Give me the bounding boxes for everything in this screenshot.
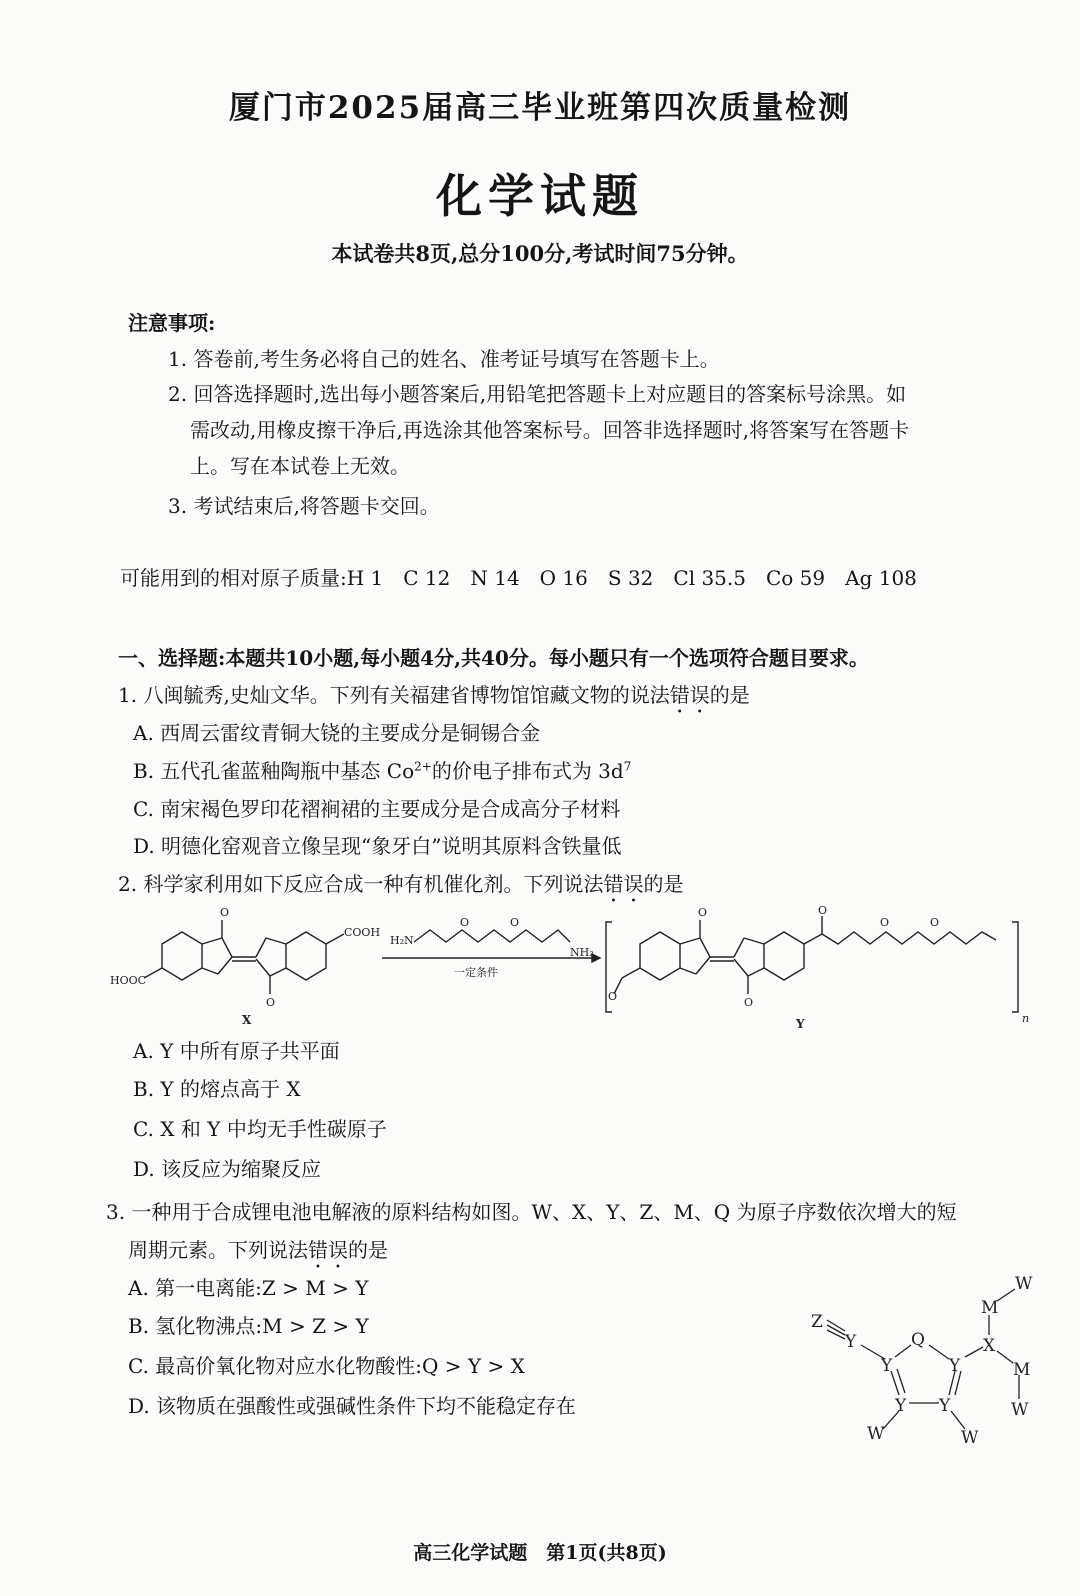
notice-item-2-line-2: 需改动,用橡皮擦干净后,再选涂其他答案标号。回答非选择题时,将答案写在答题卡 xyxy=(190,418,910,442)
question-1-option-a: A. 西周云雷纹青铜大铙的主要成分是铜锡合金 xyxy=(133,721,541,745)
atomic-masses: 可能用到的相对原子质量:H 1 C 12 N 14 O 16 S 32 Cl 35.5 Co 59 Ag 108 xyxy=(120,566,917,590)
question-stem-text: 1. 八闽毓秀,史灿文华。下列有关福建省博物馆馆藏文物的说法 xyxy=(118,683,670,707)
label-y: Y xyxy=(796,1017,805,1031)
atom-label: Y xyxy=(845,1332,857,1352)
atom-label: W xyxy=(1011,1400,1029,1420)
atom-label: W xyxy=(867,1424,885,1444)
atom-label: Z xyxy=(811,1312,823,1332)
question-2-option-a: A. Y 中所有原子共平面 xyxy=(133,1039,340,1063)
atom-label: HOOC xyxy=(110,974,147,987)
question-3-stem-line-1: 3. 一种用于合成锂电池电解液的原料结构如图。W、X、Y、Z、M、Q 为原子序数依次增大的短 xyxy=(106,1200,957,1224)
reaction-scheme-figure xyxy=(100,902,1040,1032)
question-3-option-b: B. 氢化物沸点:M > Z > Y xyxy=(128,1314,369,1338)
section-1-heading: 一、选择题:本题共10小题,每小题4分,共40分。每小题只有一个选项符合题目要求。 xyxy=(118,646,869,670)
question-1-option-d: D. 明德化窑观音立像呈现“象牙白”说明其原料含铁量低 xyxy=(133,834,622,858)
question-1-stem xyxy=(118,679,750,718)
atom-label: O xyxy=(698,906,708,919)
superscript: 7 xyxy=(623,759,632,774)
atom-label: O xyxy=(510,916,520,929)
question-1-option-b xyxy=(133,755,631,784)
reaction-condition: 一定条件 xyxy=(454,966,498,979)
question-stem-text: 的是 xyxy=(348,1238,388,1262)
atom-label: COOH xyxy=(344,926,381,939)
exam-info: 本试卷共8页,总分100分,考试时间75分钟。 xyxy=(331,241,749,266)
atom-label: O xyxy=(460,916,470,929)
question-stem-text: 2. 科学家利用如下反应合成一种有机催化剂。下列说法 xyxy=(118,872,604,896)
atom-label: O xyxy=(220,906,230,919)
superscript: 2+ xyxy=(414,759,432,774)
question-stem-text: 的是 xyxy=(643,872,684,896)
question-3-option-c: C. 最高价氧化物对应水化物酸性:Q > Y > X xyxy=(128,1354,525,1378)
atom-label: O xyxy=(930,916,940,929)
atom-label: Y xyxy=(949,1356,961,1376)
atom-label: Y xyxy=(939,1396,951,1416)
question-stem-text: 的是 xyxy=(709,683,750,707)
atom-label: M xyxy=(981,1298,999,1318)
notice-item-2-line-3: 上。写在本试卷上无效。 xyxy=(190,454,410,478)
q3-structure-figure xyxy=(805,1275,1055,1455)
atom-label: Q xyxy=(911,1330,925,1350)
atom-label: O xyxy=(266,996,276,1009)
emphasis-mark: 错误 xyxy=(603,872,644,896)
question-1-option-c: C. 南宋褐色罗印花褶裥裙的主要成分是合成高分子材料 xyxy=(133,797,621,821)
notice-item-1: 1. 答卷前,考生务必将自己的姓名、准考证号填写在答题卡上。 xyxy=(168,347,720,371)
atom-label: NH₂ xyxy=(570,946,594,959)
question-3-stem-line-2 xyxy=(128,1234,388,1273)
exam-title: 厦门市2025届高三毕业班第四次质量检测 xyxy=(228,90,852,126)
label-x: X xyxy=(242,1013,252,1027)
page-footer: 高三化学试题 第1页(共8页) xyxy=(413,1542,667,1564)
notice-item-2-line-1: 2. 回答选择题时,选出每小题答案后,用铅笔把答题卡上对应题目的答案标号涂黑。如 xyxy=(168,382,907,406)
question-2-option-c: C. X 和 Y 中均无手性碳原子 xyxy=(133,1117,387,1141)
atom-label: H₂N xyxy=(390,934,414,947)
atom-label: W xyxy=(1015,1275,1033,1294)
question-3-option-d: D. 该物质在强酸性或强碱性条件下均不能稳定存在 xyxy=(128,1394,577,1418)
atom-label: Y xyxy=(895,1396,907,1416)
atom-label: Y xyxy=(881,1356,893,1376)
atom-label: W xyxy=(961,1428,979,1448)
option-text: B. 五代孔雀蓝釉陶瓶中基态 Co xyxy=(133,759,415,783)
atom-label: O xyxy=(818,904,828,917)
notice-heading: 注意事项: xyxy=(128,311,216,335)
question-3-option-a: A. 第一电离能:Z > M > Y xyxy=(128,1276,369,1300)
atom-label: M xyxy=(1013,1360,1031,1380)
subscript-n: n xyxy=(1022,1012,1030,1025)
notice-item-3: 3. 考试结束后,将答题卡交回。 xyxy=(168,494,440,518)
atom-label: O xyxy=(744,996,754,1009)
option-text: 的价电子排布式为 3d xyxy=(431,759,624,783)
atom-label: O xyxy=(880,916,890,929)
atom-label: X xyxy=(983,1336,996,1356)
atom-label: O xyxy=(608,990,618,1003)
emphasis-mark: 错误 xyxy=(669,683,710,707)
subject-title: 化学试题 xyxy=(436,169,644,223)
question-2-option-d: D. 该反应为缩聚反应 xyxy=(133,1157,322,1181)
emphasis-mark: 错误 xyxy=(308,1238,348,1262)
question-stem-text: 周期元素。下列说法 xyxy=(128,1238,308,1262)
question-2-option-b: B. Y 的熔点高于 X xyxy=(133,1077,301,1101)
